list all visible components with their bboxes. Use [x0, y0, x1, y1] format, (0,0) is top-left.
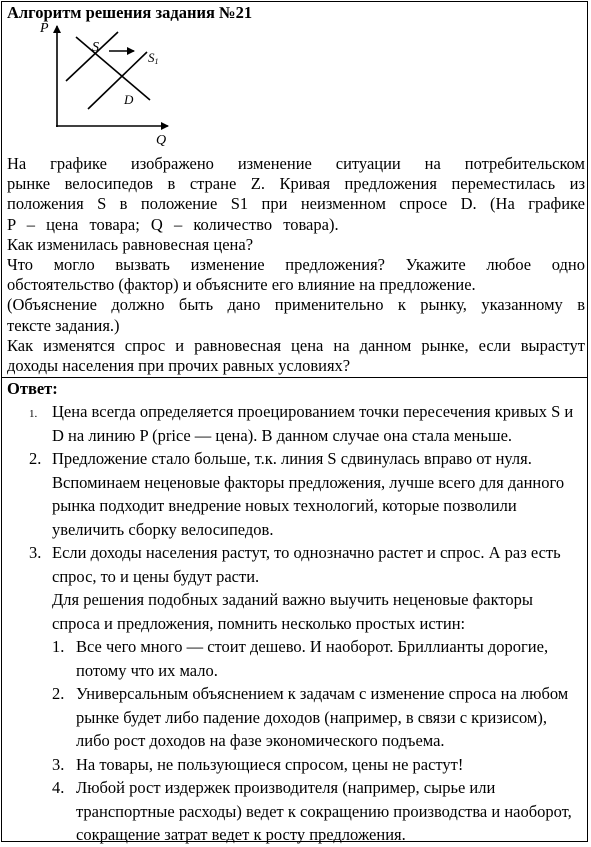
task-line: P – цена товара; Q – количество товара). — [7, 214, 339, 234]
truth-item — [0, 776, 591, 847]
x-axis-label: Q — [156, 133, 167, 148]
truth-item-number: 4. — [52, 778, 65, 797]
answer-item-text: Предложение стало больше, т.к. линия S сдвинулась вправо от нуля. Вспоминаем неценовые факторы предложения, лучше всего для данного рынка подходит внедрение новых технологий, которые позволили увеличить сборку велосипедов. — [52, 449, 565, 539]
answer-item — [0, 541, 591, 588]
supply-curve-s1-label — [148, 50, 159, 66]
task-line: На графике изображено изменение ситуации на потребительском — [7, 154, 585, 173]
supply-demand-graph — [30, 20, 200, 152]
demand-curve-d-label: D — [124, 92, 134, 107]
truth-item-text: Любой рост издержек производителя (например, сырье или транспортные расходы) ведет к сокращению производства и наоборот, сокращение затрат ведет к росту предложения. — [76, 778, 572, 844]
task-statement — [7, 154, 585, 376]
answer-item — [0, 400, 591, 447]
truth-item-number: 3. — [52, 754, 65, 774]
task-line: доходы населения при прочих равных условиях? — [7, 356, 351, 376]
task-line: обстоятельство (фактор) и объясните его влияние на предложение. — [7, 275, 476, 295]
task-line: тексте задания.) — [7, 315, 120, 335]
truth-item-number: 1. — [52, 637, 65, 656]
answer-note: Для решения подобных заданий важно выучить неценовые факторы спроса и предложения, помнить несколько простых истин: — [52, 590, 534, 633]
task-question: Как изменилась равновесная цена? — [7, 234, 254, 254]
truth-item-text: Универсальным объяснением к задачам с изменение спроса на любом рынке будет либо падение доходов (например, в связи с кризисом), либо рост доходов на фазе экономического подъема. — [76, 684, 569, 750]
y-axis-label: P — [40, 21, 49, 36]
document-title: Алгоритм решения задания №21 — [7, 3, 253, 22]
supply-curve-s1 — [88, 52, 147, 109]
supply-curve-s1-letter: S — [148, 50, 155, 65]
truth-item-text: Все чего много — стоит дешево. И наоборот. Бриллианты дорогие, потому что их мало. — [76, 637, 549, 680]
truth-item — [0, 635, 591, 682]
answer-item — [0, 447, 591, 541]
truth-item — [0, 753, 591, 777]
answer-list — [0, 400, 591, 847]
task-line: (Объяснение должно быть дано применительно к рынку, указанному в — [7, 295, 585, 315]
truth-item — [0, 682, 591, 753]
answer-item-number: 1. — [29, 408, 38, 420]
truth-item-number: 2. — [52, 684, 65, 703]
task-line: рынке велосипедов в стране Z. Кривая предложения переместилась из — [7, 174, 585, 194]
truth-item-text: На товары, не пользующиеся спросом, цены не растут! — [76, 754, 464, 774]
answer-item-number: 2. — [29, 449, 42, 468]
answer-item-text: Если доходы населения растут, то однозначно растет и спрос. А раз есть спрос, то и цены будут расти. — [52, 543, 561, 586]
supply-curve-s-label: S — [92, 40, 99, 55]
demand-curve-d — [76, 37, 150, 100]
table-row-divider — [1, 377, 588, 378]
answer-item-text: Цена всегда определяется проецированием точки пересечения кривых S и D на линию P (price — цена). В данном случае она стала меньше. — [52, 402, 574, 445]
task-question: Как изменятся спрос и равновесная цена на данном рынке, если вырастут — [7, 335, 585, 355]
task-line: положения S в положение S1 при неизменном спросе D. (На графике — [7, 194, 585, 214]
supply-curve-s1-subscript: 1 — [154, 57, 159, 66]
answer-label: Ответ: — [7, 379, 58, 398]
answer-item-number: 3. — [29, 543, 42, 562]
task-question: Что могло вызвать изменение предложения? Укажите любое одно — [7, 255, 585, 275]
